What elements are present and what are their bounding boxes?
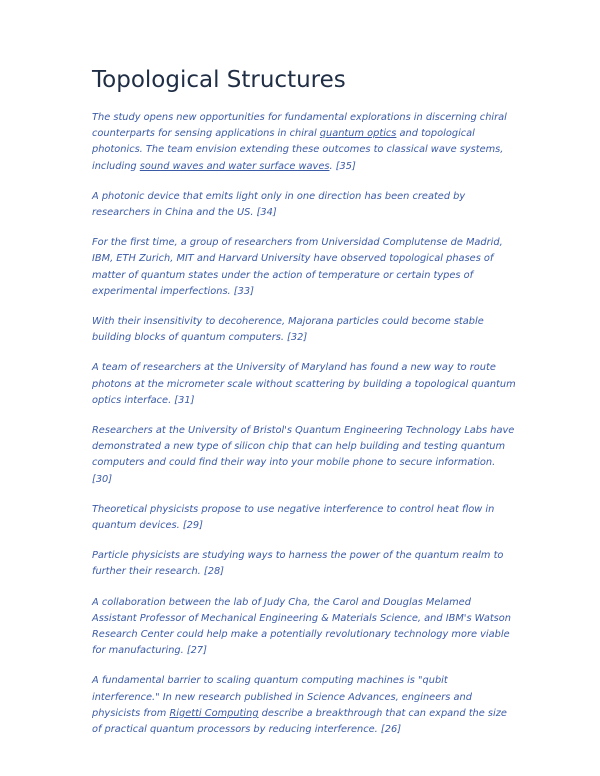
paragraph-33: For the first time, a group of researchers from Universidad Complutense de Madrid, IBM, ETH Zurich, MIT and Harvard University have observed topological phases of matter of quantum states under the action of temperature or certain types of experimental imperfections. [33] xyxy=(92,237,503,297)
paragraph-27: A collaboration between the lab of Judy Cha, the Carol and Douglas Melamed Assistant Professor of Mechanical Engineering & Materials Science, and IBM's Watson Research Center could help make a potentially revolutionary technology more viable for manufacturing. [27] xyxy=(92,596,511,657)
paragraph-28: Particle physicists are studying ways to harness the power of the quantum realm to further their research. [28] xyxy=(92,550,504,578)
paragraph-34: A photonic device that emits light only in one direction has been created by researchers in China and the US. [34] xyxy=(92,190,466,219)
paragraph-31: A team of researchers at the University of Maryland has found a new way to route photons at the micrometer scale without scattering by building a topological quantum optics interface. [31] xyxy=(92,362,516,406)
quantum-optics-link[interactable]: quantum optics xyxy=(319,128,397,140)
document-body xyxy=(92,110,516,752)
paragraph-35 xyxy=(92,110,516,175)
paragraph-32: With their insensitivity to decoherence, Majorana particles could become stable building blocks of quantum computers. [32] xyxy=(92,316,484,344)
paragraph-text: A fundamental barrier to scaling quantum computing machines is "qubit interference." In new research published in Science Advances, engineers and physicists from xyxy=(92,675,472,719)
paragraph-text: . [35] xyxy=(329,160,356,172)
paragraph-text: and topological photonics. The team envision extending these outcomes to classical wave systems, including xyxy=(92,128,504,172)
paragraph-text: The study opens new opportunities for fundamental explorations in discerning chiral counterparts for sensing applications in chiral xyxy=(92,112,507,140)
sound-waves-link[interactable]: sound waves and water surface waves xyxy=(139,160,330,172)
page-title: Topological Structures xyxy=(92,67,346,93)
paragraph-26 xyxy=(92,673,516,738)
paragraph-text: describe a breakthrough that can expand the size of practical quantum processors by reducing interference. [26] xyxy=(92,707,507,736)
rigetti-computing-link[interactable]: Rigetti Computing xyxy=(169,707,259,719)
paragraph-30: Researchers at the University of Bristol's Quantum Engineering Technology Labs have demonstrated a new type of silicon chip that can help building and testing quantum computers and could find their way into your mobile phone to secure information. [30] xyxy=(92,425,515,485)
paragraph-29: Theoretical physicists propose to use negative interference to control heat flow in quantum devices. [29] xyxy=(92,503,495,532)
